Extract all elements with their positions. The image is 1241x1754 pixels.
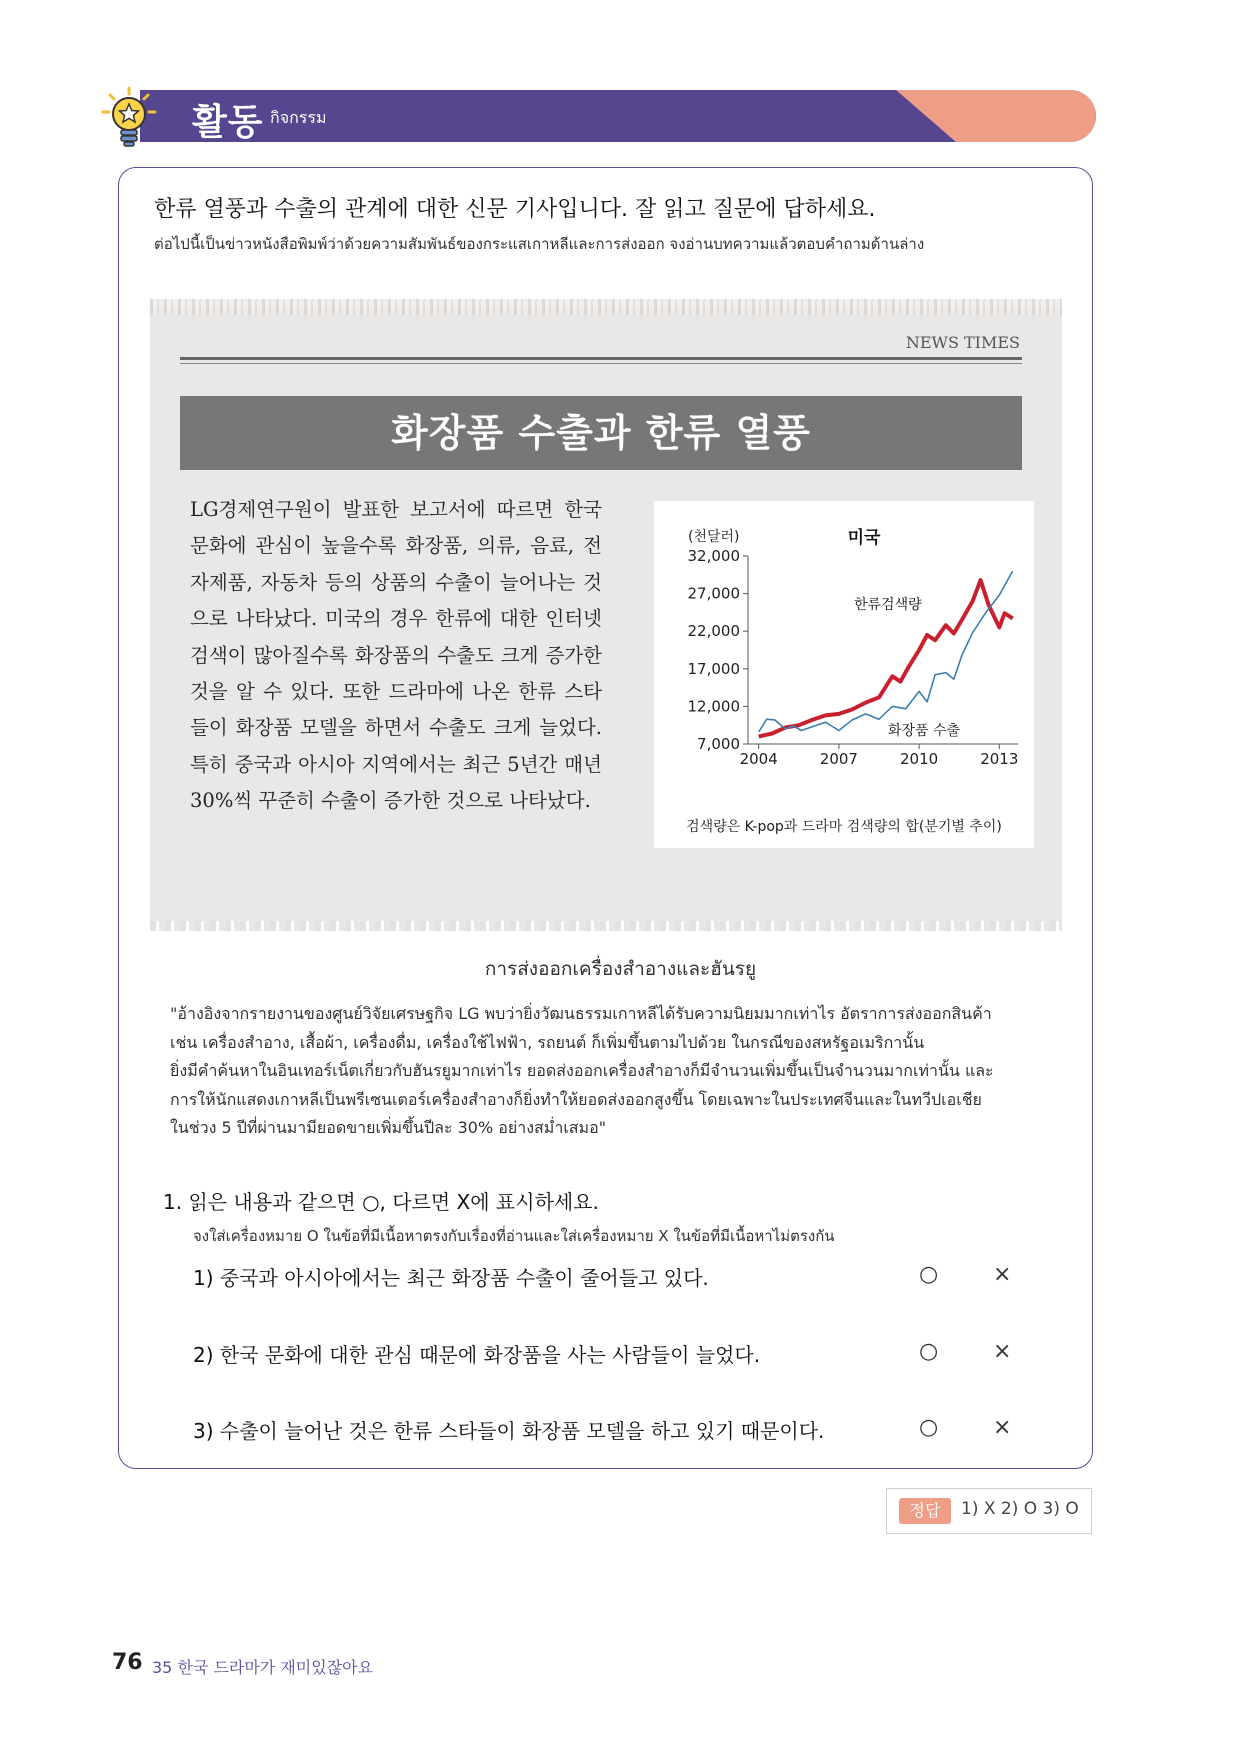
answer-box (886, 1488, 1092, 1534)
activity-subtitle: กิจกรรม (270, 108, 327, 127)
passage-line: ยิ่งมีคำค้นหาในอินเทอร์เน็ตเกี่ยวกับฮันรยูมากเท่าไร ยอดส่งออกเครื่องสำอางก็มีจำนวนเพิ่มขึ้นเป็นจำนวนมากเท่านั้น และ (170, 1061, 994, 1080)
masthead-rule-thin (180, 363, 1022, 364)
question-item (193, 1262, 1073, 1292)
mark-x-option[interactable]: × (993, 1262, 1012, 1287)
passage-line: การให้นักแสดงเกาหลีเป็นพรีเซนเตอร์เครื่องสำอางก็ยิ่งทำให้ยอดส่งออกสูงขึ้น โดยเฉพาะในประเทศจีนและในทวีปเอเชีย (170, 1089, 982, 1109)
question-item (193, 1339, 1073, 1369)
newspaper-clipping (150, 307, 1062, 925)
footer-lesson-title: 35 한국 드라마가 재미있잖아요 (152, 1658, 374, 1677)
question-item-text: 2) 한국 문화에 대한 관심 때문에 화장품을 사는 사람들이 늘었다. (193, 1343, 761, 1367)
passage-body (170, 1000, 1050, 1143)
y-tick-label: 12,000 (687, 697, 740, 716)
x-tick-label: 2013 (980, 750, 1019, 768)
x-tick-label: 2007 (819, 750, 858, 768)
chart-ylabel: (천달러) (688, 529, 740, 545)
passage-line: "อ้างอิงจากรายงานของศูนย์วิจัยเศรษฐกิจ LG พบว่ายิ่งวัฒนธรรมเกาหลีได้รับความนิยมมากเท่าไร อัตราการส่งออกสินค้า (170, 1004, 992, 1023)
instruction-thai: ต่อไปนี้เป็นข่าวหนังสือพิมพ์ว่าด้วยความสัมพันธ์ของกระแสเกาหลีและการส่งออก จงอ่านบทความแล้วตอบคำถามด้านล่าง (154, 235, 925, 253)
x-tick-label: 2004 (739, 750, 778, 768)
question-item-text: 1) 중국과 아시아에서는 최근 화장품 수출이 줄어들고 있다. (193, 1266, 709, 1290)
chart-caption: 검색량은 K-pop과 드라마 검색량의 합(분기별 추이) (686, 819, 1002, 835)
lightbulb-star-icon (100, 86, 158, 150)
mark-x-option[interactable]: × (993, 1339, 1012, 1364)
activity-header (100, 86, 1096, 144)
mark-o-option[interactable]: ○ (919, 1262, 939, 1287)
masthead-rule (180, 357, 1022, 360)
y-tick-label: 17,000 (687, 659, 740, 678)
x-axis (740, 744, 1019, 768)
y-tick-label: 7,000 (697, 735, 740, 753)
mark-o-option[interactable]: ○ (919, 1415, 939, 1440)
instruction-korean: 한류 열풍과 수출의 관계에 대한 신문 기사입니다. 잘 읽고 질문에 답하세요. (154, 197, 876, 222)
activity-band-accent (896, 90, 1096, 142)
passage-line: ในช่วง 5 ปีที่ผ่านมามียอดขายเพิ่มขึ้นปีละ 30% อย่างสม่ำเสมอ" (170, 1118, 607, 1137)
passage-title: การส่งออกเครื่องสำอางและฮันรยู (484, 958, 757, 980)
line-chart (654, 501, 1034, 848)
chart-title: 미국 (847, 528, 881, 548)
question-heading: 1. 읽은 내용과 같으면 ○, 다르면 X에 표시하세요. (163, 1190, 599, 1214)
headline: 화장품 수출과 한류 열풍 (391, 411, 811, 455)
torn-edge-bottom (150, 921, 1062, 931)
x-tick-label: 2010 (899, 750, 939, 768)
answer-label: 정답 (899, 1498, 951, 1524)
headline-bar (180, 396, 1022, 470)
y-tick-label: 22,000 (687, 622, 740, 641)
y-axis (688, 547, 749, 753)
series-label: 한류검색량 (854, 597, 922, 613)
y-tick-label: 32,000 (687, 547, 740, 565)
series-layer (759, 571, 1013, 737)
y-tick-label: 27,000 (687, 584, 740, 603)
newspaper-masthead: NEWS TIMES (905, 333, 1020, 352)
torn-edge-top (150, 299, 1062, 315)
question-item-text: 3) 수출이 늘어난 것은 한류 스타들이 화장품 모델을 하고 있기 때문이다. (193, 1419, 825, 1443)
mark-o-option[interactable]: ○ (919, 1339, 939, 1364)
series-label: 화장품 수출 (888, 723, 961, 739)
mark-x-option[interactable]: × (993, 1415, 1012, 1440)
activity-title: 활동 (192, 102, 264, 143)
question-thai: จงใส่เครื่องหมาย O ในข้อที่มีเนื้อหาตรงกับเรื่องที่อ่านและใส่เครื่องหมาย X ในข้อที่มีเนื้อหาไม่ตรงกัน (193, 1227, 835, 1245)
chart-card (654, 501, 1034, 848)
page-number: 76 (112, 1650, 143, 1675)
question-item (193, 1415, 1073, 1445)
answer-text: 1) X 2) O 3) O (961, 1499, 1079, 1519)
article-body: LG경제연구원이 발표한 보고서에 따르면 한국 문화에 관심이 높을수록 화장품, 의류, 음료, 전자제품, 자동차 등의 상품의 수출이 늘어나는 것으로 나타났다. 미국의 경우 한류에 대한 인터넷 검색이 많아질수록 화장품의 수출도 크게 증가한 것을 알 수 있다. 또한 드라마에 나온 한류 스타들이 화장품 모델을 하면서 수출도 크게 늘었다. 특히 중국과 아시아 지역에서는 최근 5년간 매년 30%씩 꾸준히 수출이 증가한 것으로 나타났다. (190, 498, 602, 813)
passage-line: เช่น เครื่องสำอาง, เสื้อผ้า, เครื่องดื่ม, เครื่องใช้ไฟฟ้า, รถยนต์ ก็เพิ่มขึ้นตามไปด้วย ในกรณีของสหรัฐอเมริกานั้น (170, 1032, 925, 1052)
